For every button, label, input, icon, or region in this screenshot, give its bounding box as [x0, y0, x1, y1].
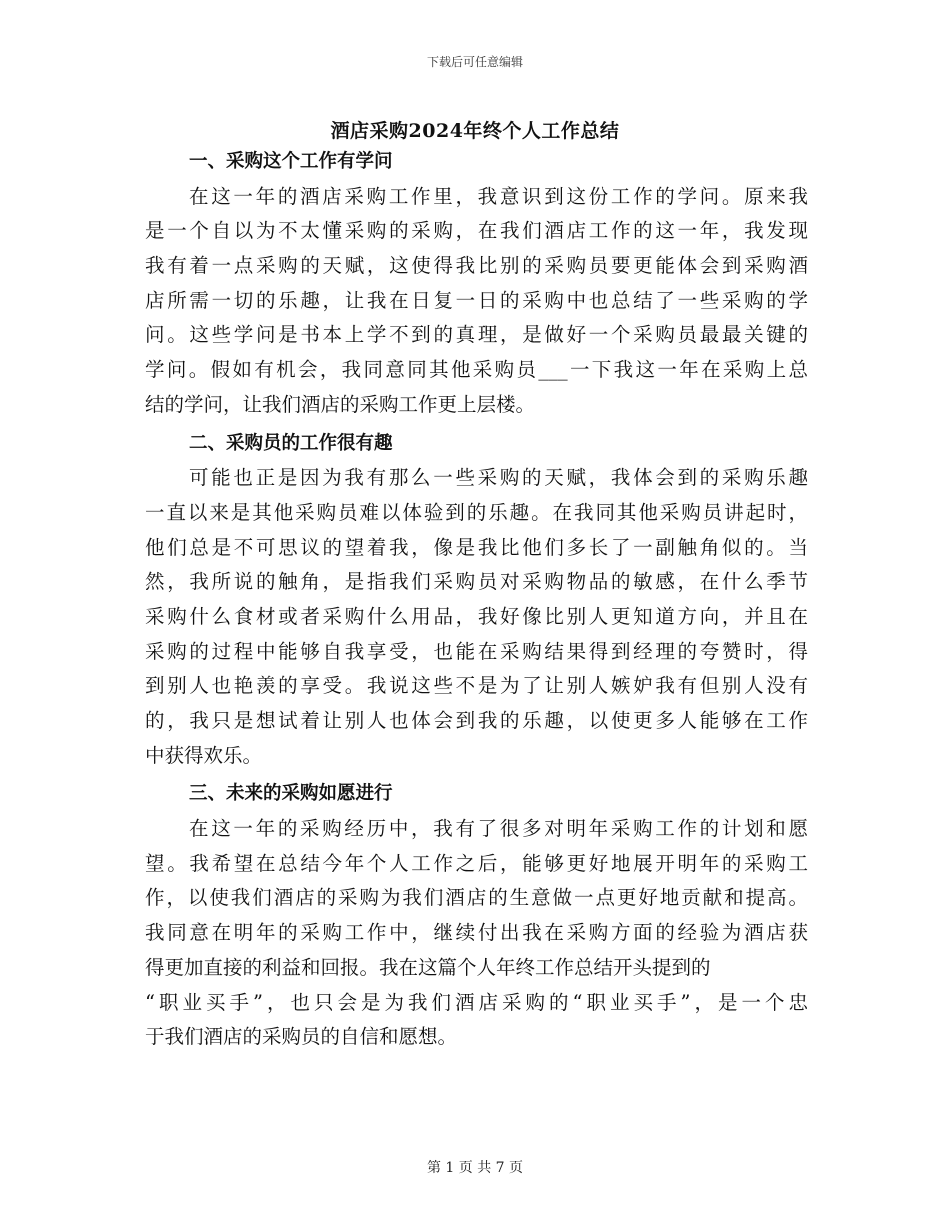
paragraph-line: 的，我只是想试着让别人也体会到我的乐趣，以使更多人能够在工作 [145, 709, 808, 732]
document-body [145, 145, 808, 1055]
paragraph-line: 于我们酒店的采购员的自信和愿想。 [145, 1025, 458, 1049]
paragraph-line: 在这一年的采购经历中，我有了很多对明年采购工作的计划和愿 [189, 817, 808, 841]
paragraph-line: 我有着一点采购的天赋，这使得我比别的采购员要更能体会到采购酒 [145, 254, 808, 278]
paragraph-line: 我同意在明年的采购工作中，继续付出我在采购方面的经验为酒店获 [145, 921, 808, 945]
paragraph-line: 采购什么食材或者采购什么用品，我好像比别人更知道方向，并且在 [145, 604, 808, 628]
paragraph-line: 中获得欢乐。 [145, 743, 263, 767]
paragraph-line: 一直以来是其他采购员难以体验到的乐趣。在我同其他采购员讲起时， [145, 500, 808, 524]
paragraph-line: 望。我希望在总结今年个人工作之后，能够更好地展开明年的采购工 [145, 851, 808, 875]
paragraph-line: 然，我所说的触角，是指我们采购员对采购物品的敏感，在什么季节 [145, 570, 808, 594]
paragraph-line: 是一个自以为不太懂采购的采购，在我们酒店工作的这一年，我发现 [145, 219, 808, 243]
paragraph-line: 他们总是不可思议的望着我，像是我比他们多长了一副触角似的。当 [145, 535, 808, 559]
document-title: 酒店采购2024年终个人工作总结 [330, 120, 620, 142]
paragraph-line: 店所需一切的乐趣，让我在日复一日的采购中也总结了一些采购的学 [145, 288, 808, 312]
paragraph-line: 到别人也艳羡的享受。我说这些不是为了让别人嫉妒我有但别人没有 [145, 674, 808, 698]
paragraph-line: 学问。假如有机会，我同意同其他采购员___一下我这一年在采购上总 [145, 358, 808, 382]
paragraph-line: “职业买手”，也只会是为我们酒店采购的“职业买手”，是一个忠 [145, 990, 808, 1014]
page-header: 下载后可任意编辑 [426, 55, 523, 69]
paragraph-line: 在这一年的酒店采购工作里，我意识到这份工作的学问。原来我 [189, 184, 808, 208]
section-heading: 三、未来的采购如愿进行 [189, 783, 393, 805]
page-footer: 第 1 页 共 7 页 [426, 1160, 524, 1176]
paragraph-line: 结的学问，让我们酒店的采购工作更上层楼。 [145, 392, 536, 416]
paragraph-line: 采购的过程中能够自我享受，也能在采购结果得到经理的夸赞时，得 [145, 639, 808, 663]
paragraph-line: 可能也正是因为我有那么一些采购的天赋，我体会到的采购乐趣 [189, 466, 808, 490]
section-heading: 二、采购员的工作很有趣 [189, 432, 393, 454]
paragraph-line: 得更加直接的利益和回报。我在这篇个人年终工作总结开头提到的 [145, 955, 711, 979]
paragraph-line: 作，以使我们酒店的采购为我们酒店的生意做一点更好地贡献和提高。 [145, 886, 808, 910]
paragraph-line: 问。这些学问是书本上学不到的真理，是做好一个采购员最最关键的 [145, 323, 808, 347]
section-heading: 一、采购这个工作有学问 [189, 151, 393, 172]
